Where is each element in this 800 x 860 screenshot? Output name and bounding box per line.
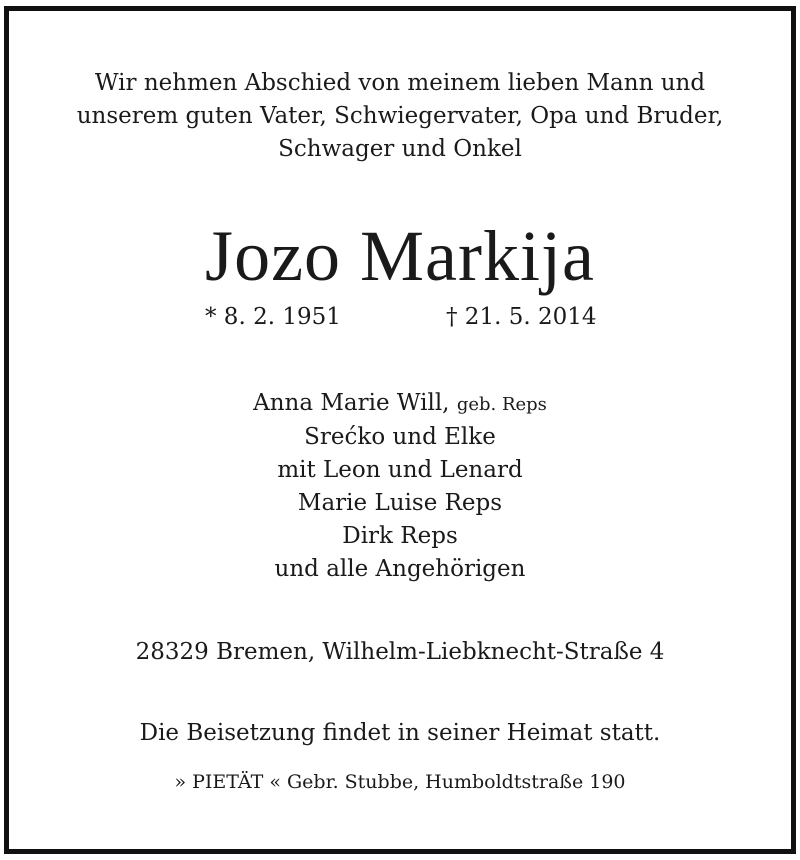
mourner-line: mit Leon und Lenard — [277, 457, 523, 483]
intro-text — [9, 67, 791, 166]
intro-line: Wir nehmen Abschied von meinem lieben Mann und — [94, 70, 706, 96]
undertaker-line: » PIETÄT « Gebr. Stubbe, Humboldtstraße 190 — [174, 771, 626, 793]
mourners-list — [9, 387, 791, 586]
birth-date: * 8. 2. 1951 — [205, 304, 341, 330]
intro-line: unserem guten Vater, Schwiegervater, Opa und Bruder, — [76, 103, 724, 129]
mourner-line — [9, 387, 791, 421]
obituary-frame — [4, 6, 796, 854]
burial-notice: Die Beisetzung findet in seiner Heimat statt. — [139, 720, 661, 746]
mourner-line: und alle Angehörigen — [274, 556, 526, 582]
mourner-line: Srećko und Elke — [304, 424, 496, 450]
maiden-name-note: geb. Reps — [456, 394, 547, 415]
mourner-name: Anna Marie Will, — [253, 390, 450, 416]
death-date: † 21. 5. 2014 — [446, 304, 597, 330]
intro-line: Schwager und Onkel — [278, 136, 522, 162]
life-dates — [9, 300, 791, 334]
mourner-line: Marie Luise Reps — [297, 490, 503, 516]
mourner-line: Dirk Reps — [342, 523, 458, 549]
family-address: 28329 Bremen, Wilhelm-Liebknecht-Straße 4 — [135, 639, 665, 665]
deceased-name: Jozo Markija — [205, 216, 595, 296]
